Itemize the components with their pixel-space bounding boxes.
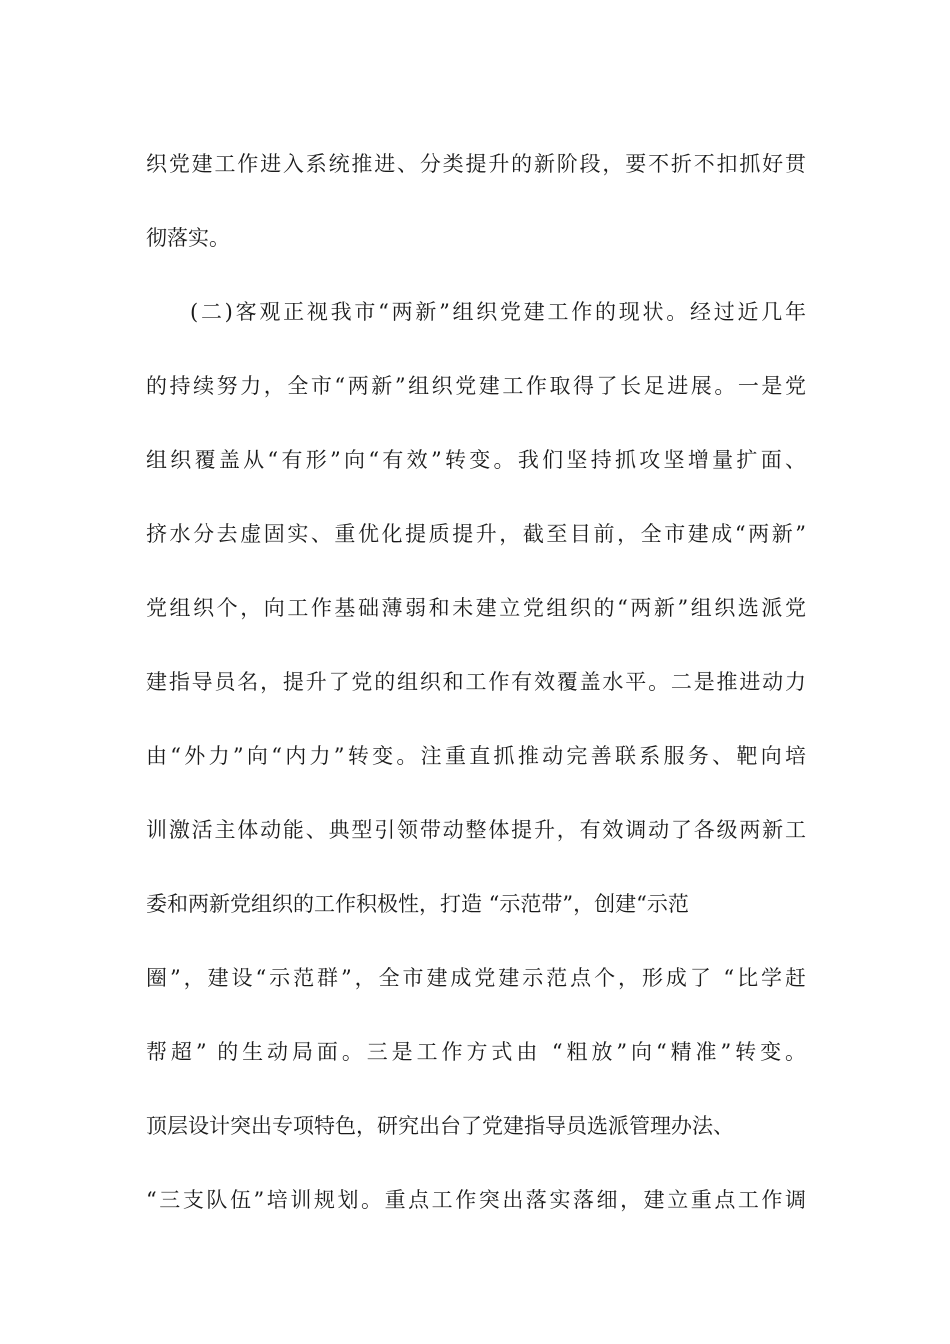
text-line: 委和两新党组织的工作积极性，打造 “示范带”，创建“示范 — [146, 892, 689, 916]
text-line: 组织覆盖从“有形”向“有效”转变。我们坚持抓攻坚增量扩面、 — [146, 448, 806, 472]
text-line: 帮超” 的生动局面。三是工作方式由 “粗放”向“精准”转变。 — [146, 1040, 806, 1064]
text-line: 的持续努力，全市“两新”组织党建工作取得了长足进展。一是党 — [146, 374, 806, 398]
text-line: 圈”，建设“示范群”，全市建成党建示范点个，形成了 “比学赶 — [146, 966, 806, 990]
text-line: 党组织个，向工作基础薄弱和未建立党组织的“两新”组织选派党 — [146, 596, 806, 620]
text-line: 彻落实。 — [146, 226, 230, 250]
text-line: (二)客观正视我市“两新”组织党建工作的现状。经过近几年 — [190, 300, 806, 324]
text-line: 挤水分去虚固实、重优化提质提升，截至目前，全市建成“两新” — [146, 522, 806, 546]
text-line: 顶层设计突出专项特色，研究出台了党建指导员选派管理办法、 — [146, 1114, 734, 1138]
text-line: 训激活主体动能、典型引领带动整体提升，有效调动了各级两新工 — [146, 818, 806, 842]
body-text — [146, 127, 806, 1237]
text-line: “三支队伍”培训规划。重点工作突出落实落细，建立重点工作调 — [146, 1188, 806, 1212]
text-line: 由“外力”向“内力”转变。注重直抓推动完善联系服务、靶向培 — [146, 744, 806, 768]
text-line: 建指导员名，提升了党的组织和工作有效覆盖水平。二是推进动力 — [146, 670, 806, 694]
text-line: 织党建工作进入系统推进、分类提升的新阶段，要不折不扣抓好贯 — [146, 152, 806, 176]
